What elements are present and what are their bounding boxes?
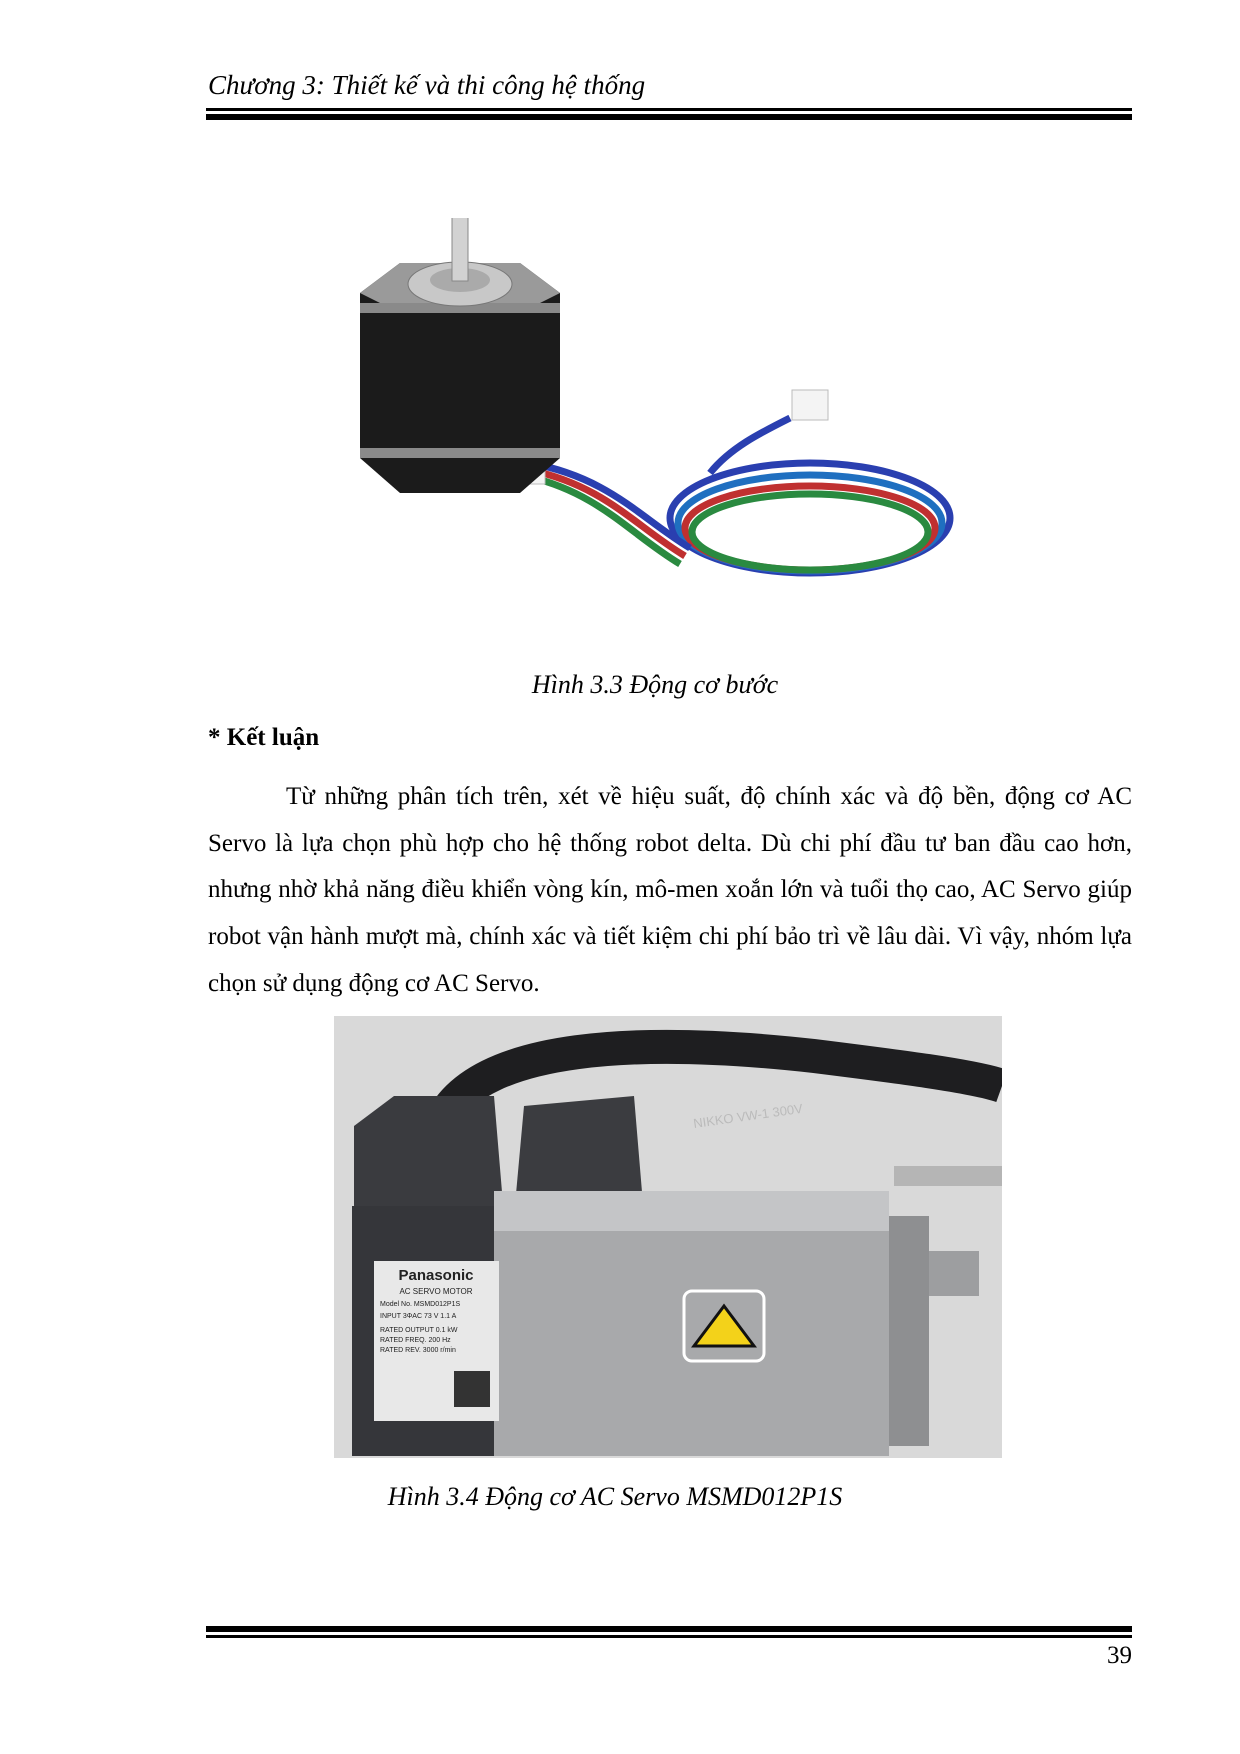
chapter-header: Chương 3: Thiết kế và thi công hệ thống (208, 70, 646, 100)
label-brand: Panasonic (398, 1267, 474, 1284)
label-input: INPUT 3ΦAC 73 V 1.1 A (380, 1313, 457, 1320)
qr-code-icon (454, 1371, 490, 1407)
label-freq: RATED FREQ. 200 Hz (380, 1337, 451, 1344)
page-number: 39 (1107, 1642, 1132, 1669)
ac-servo-motor-image (334, 1016, 1002, 1458)
body-paragraph: Từ những phân tích trên, xét về hiệu suất, độ chính xác và độ bền, động cơ AC Servo là lựa chọn phù hợp cho hệ thống robot delta. Dù chi phí đầu tư ban đầu cao hơn, nhưng nhờ khả năng điều khiển vòng kín, mô-men xoắn lớn và tuổi thọ cao, AC Servo giúp robot vận hành mượt mà, chính xác và tiết kiệm chi phí bảo trì về lâu dài. Vì vậy, nhóm lựa chọn sử dụng động cơ AC Servo. (208, 783, 1132, 997)
cable-print: NIKKO VW-1 300V (692, 1100, 804, 1131)
section-heading: * Kết luận (208, 724, 320, 751)
label-rev: RATED REV. 3000 r/min (380, 1347, 456, 1354)
figure-caption: Hình 3.3 Động cơ bước (531, 670, 779, 699)
header-rule (206, 108, 1132, 120)
label-type: AC SERVO MOTOR (399, 1287, 473, 1296)
stepper-motor-image (360, 218, 970, 643)
label-output: RATED OUTPUT 0.1 kW (380, 1327, 458, 1334)
label-model: Model No. MSMD012P1S (380, 1301, 461, 1308)
figure-caption: Hình 3.4 Động cơ AC Servo MSMD012P1S (387, 1482, 843, 1511)
footer-rule (206, 1626, 1132, 1638)
